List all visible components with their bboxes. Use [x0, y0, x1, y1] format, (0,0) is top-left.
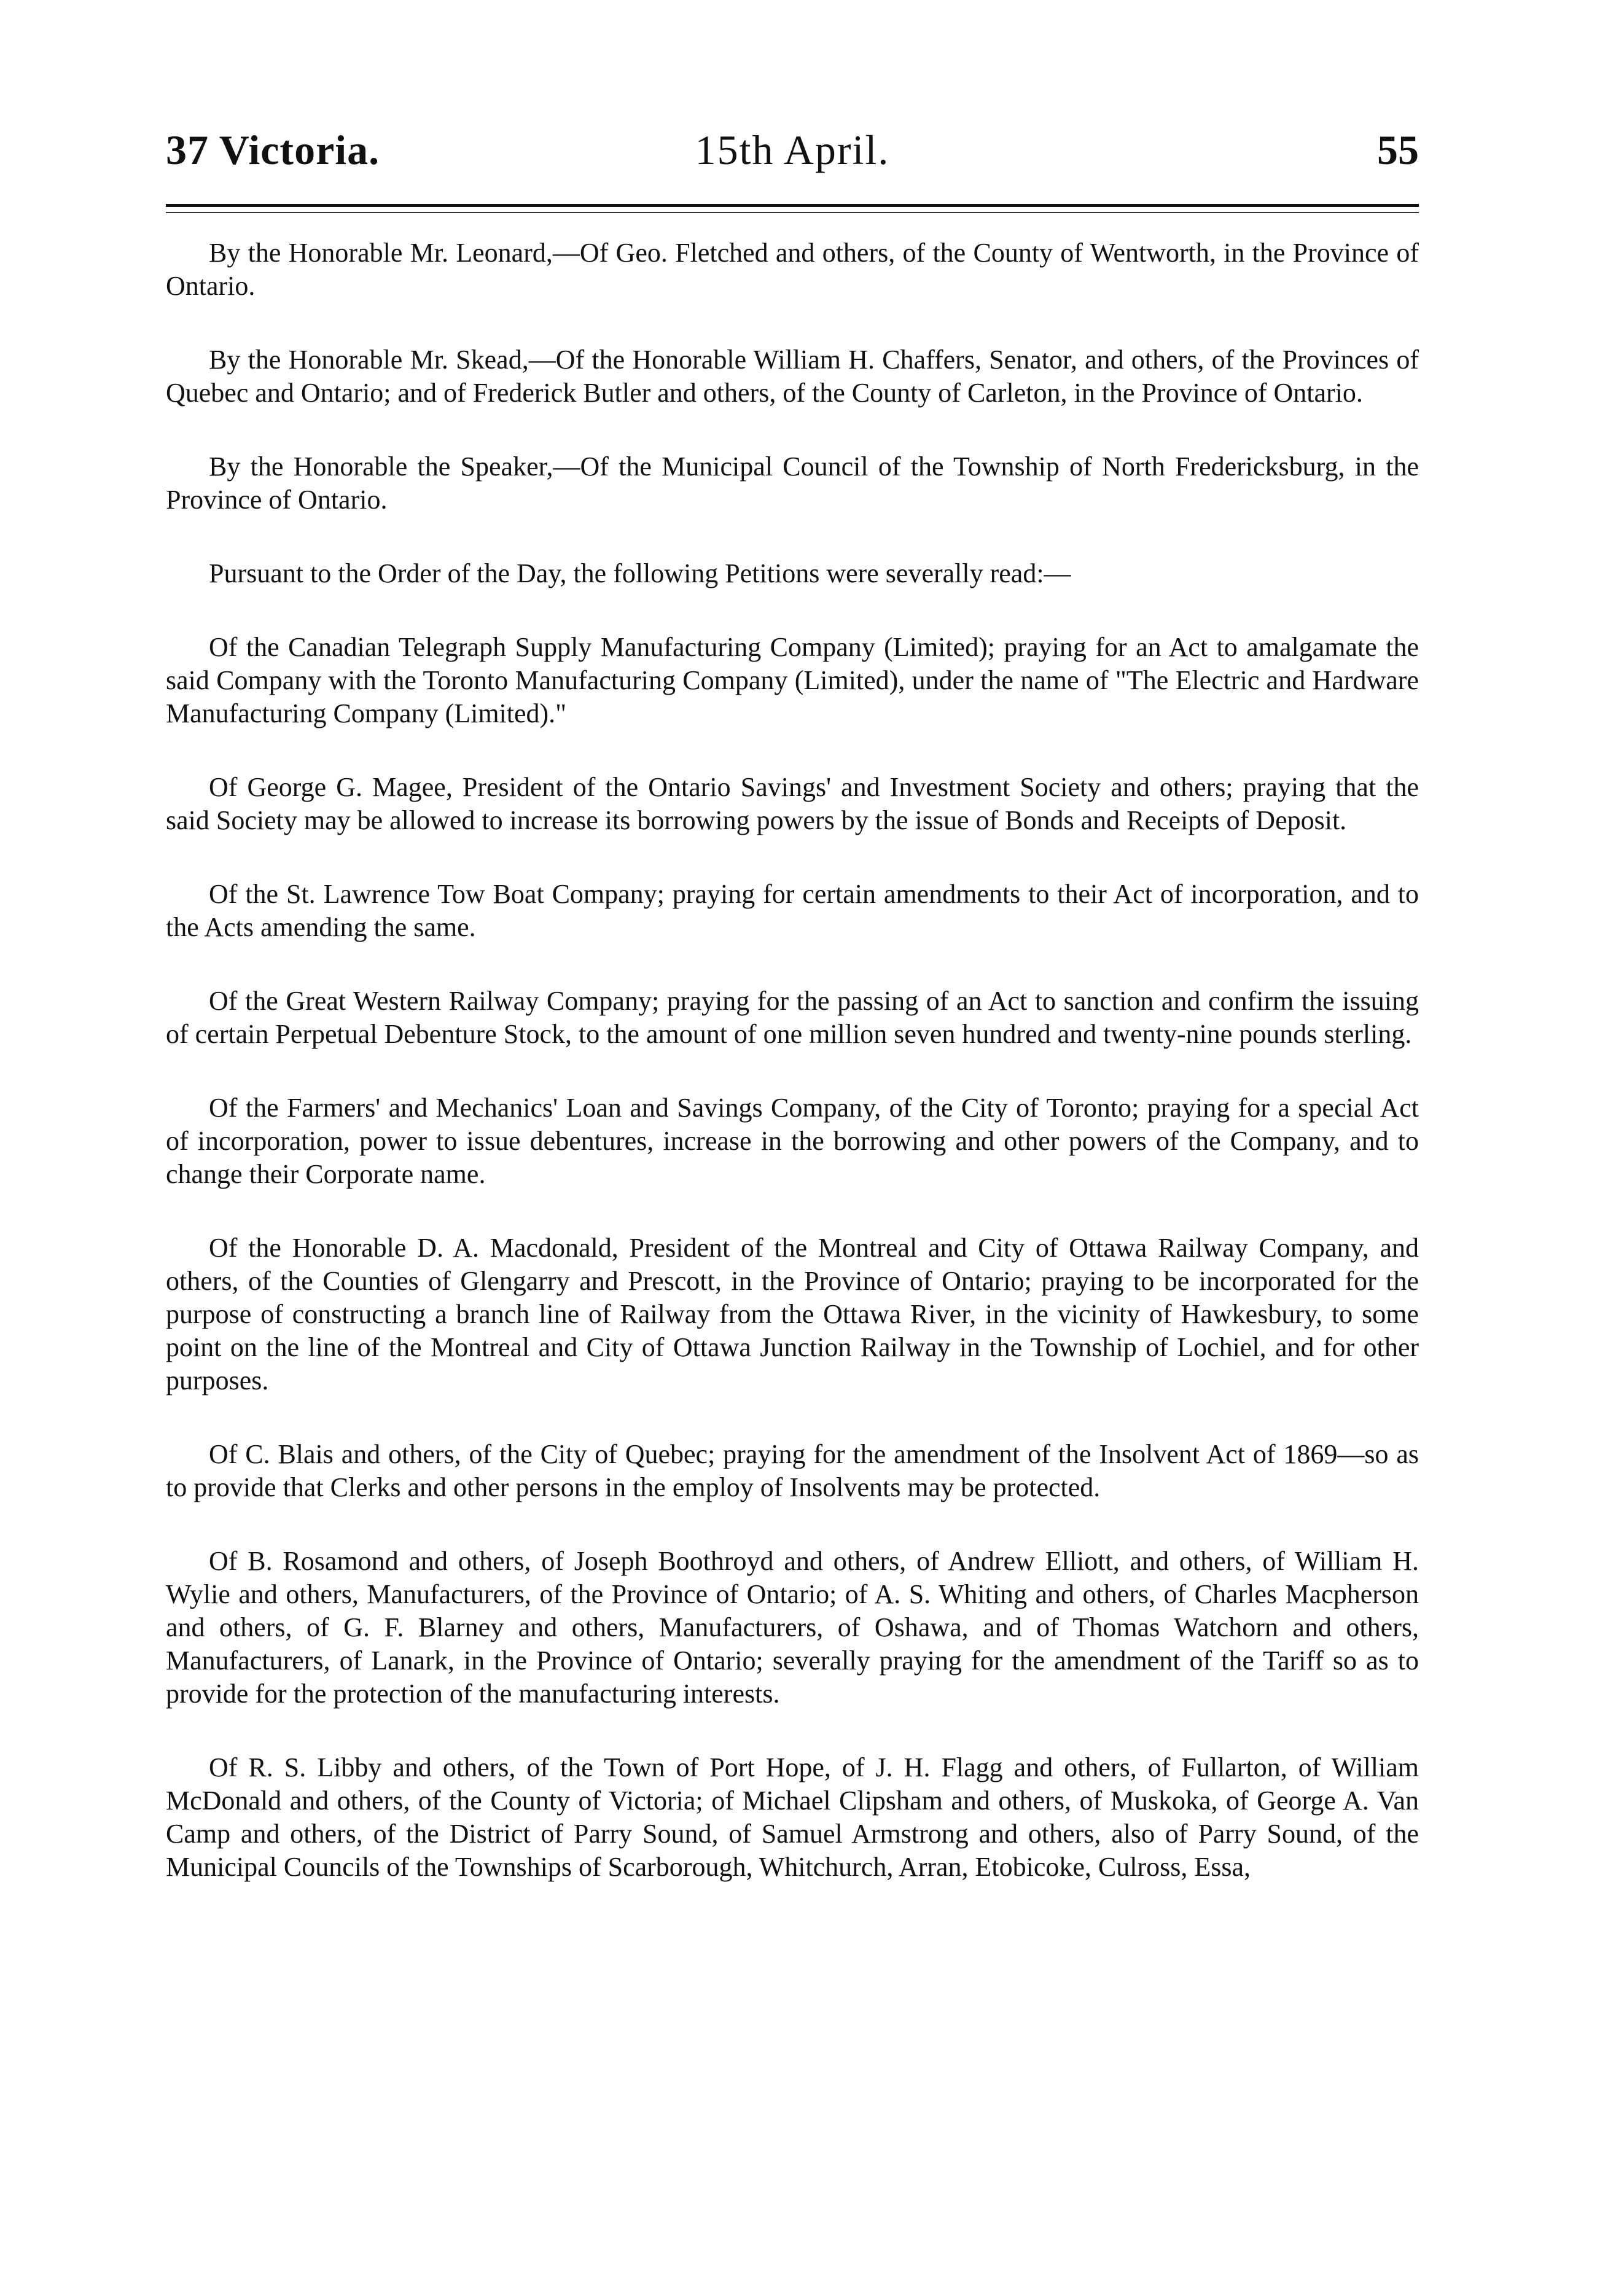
page-header [166, 126, 1419, 193]
petition-paragraph: Of B. Rosamond and others, of Joseph Boothroyd and others, of Andrew Elliott, and others, of William H. Wylie and others, Manufacturers, of the Province of Ontario; of A. S. Whiting and others, of Charles Macpherson and others, of G. F. Blarney and others, Manufacturers, of Oshawa, and of Thomas Watchorn and others, Manufacturers, of Lanark, in the Province of Ontario; severally praying for the amendment of the Tariff so as to provide for the protection of the manufacturing interests. [166, 1546, 1419, 1709]
petition-paragraph: Of the Great Western Railway Company; praying for the passing of an Act to sanction and confirm the issuing of certain Perpetual Debenture Stock, to the amount of one million seven hundred and twenty-nine pounds sterling. [166, 986, 1419, 1049]
header-regnal-year: 37 Victoria. [166, 127, 380, 173]
petition-paragraph: Of George G. Magee, President of the Ontario Savings' and Investment Society and others; praying that the said Society may be allowed to increase its borrowing powers by the issue of Bonds and Receipts of Deposit. [166, 772, 1419, 835]
petition-paragraph: Of the Farmers' and Mechanics' Loan and Savings Company, of the City of Toronto; praying for a special Act of incorporation, power to issue debentures, increase in the borrowing and other powers of the Company, and to change their Corporate name. [166, 1093, 1419, 1189]
petition-paragraph: By the Honorable the Speaker,—Of the Municipal Council of the Township of North Fredericksburg, in the Province of Ontario. [166, 451, 1419, 515]
petition-paragraph: Of the St. Lawrence Tow Boat Company; praying for certain amendments to their Act of incorporation, and to the Acts amending the same. [166, 879, 1419, 942]
petition-paragraph: By the Honorable Mr. Leonard,—Of Geo. Fletched and others, of the County of Wentworth, in the Province of Ontario. [166, 238, 1419, 301]
header-rule-thick [166, 204, 1419, 207]
header-rule-thin [166, 212, 1419, 213]
header-date: 15th April. [695, 127, 890, 173]
petition-paragraph: Of the Canadian Telegraph Supply Manufacturing Company (Limited); praying for an Act to amalgamate the said Company with the Toronto Manufacturing Company (Limited), under the name of "The Electric and Hardware Manufacturing Company (Limited)." [166, 632, 1419, 728]
page-body [166, 236, 1419, 1924]
petition-paragraph: Of the Honorable D. A. Macdonald, President of the Montreal and City of Ottawa Railway Company, and others, of the Counties of Glengarry and Prescott, in the Province of Ontario; praying to be incorporated for the purpose of constructing a branch line of Railway from the Ottawa River, in the vicinity of Hawkesbury, to some point on the line of the Montreal and City of Ottawa Junction Railway in the Township of Lochiel, and for other purposes. [166, 1233, 1419, 1395]
order-of-day-paragraph: Pursuant to the Order of the Day, the following Petitions were severally read:— [209, 558, 1071, 588]
petition-paragraph: Of C. Blais and others, of the City of Quebec; praying for the amendment of the Insolvent Act of 1869—so as to provide that Clerks and other persons in the employ of Insolvents may be protected. [166, 1439, 1419, 1502]
petition-paragraph: By the Honorable Mr. Skead,—Of the Honorable William H. Chaffers, Senator, and others, of the Provinces of Quebec and Ontario; and of Frederick Butler and others, of the County of Carleton, in the Province of Ontario. [166, 345, 1419, 408]
page-number: 55 [1377, 127, 1419, 173]
petition-paragraph: Of R. S. Libby and others, of the Town of Port Hope, of J. H. Flagg and others, of Fullarton, of William McDonald and others, of the County of Victoria; of Michael Clipsham and others, of Muskoka, of George A. Van Camp and others, of the District of Parry Sound, of Samuel Armstrong and others, also of Parry Sound, of the Municipal Councils of the Townships of Scarborough, Whitchurch, Arran, Etobicoke, Culross, Essa, [166, 1752, 1419, 1882]
